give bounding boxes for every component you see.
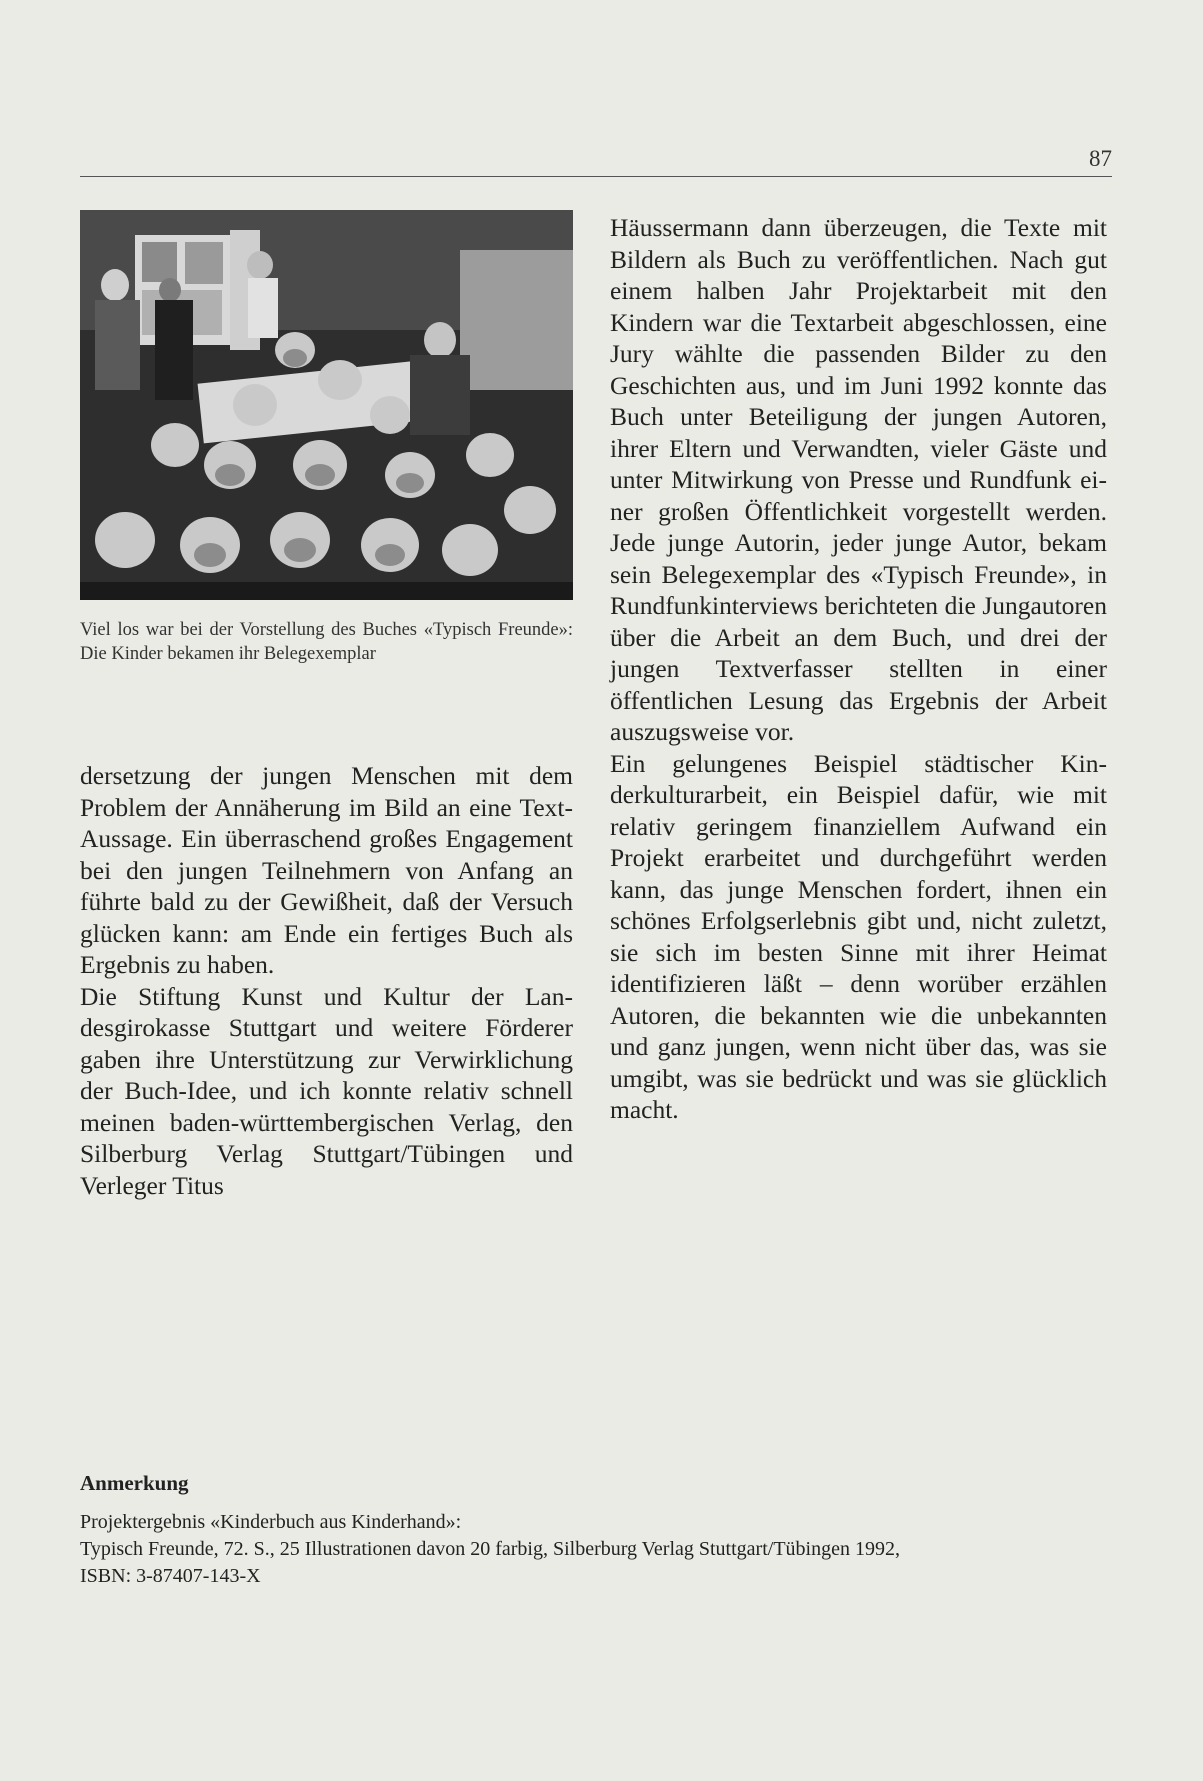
photo-caption: Viel los war bei der Vorstellung des Buches «Typisch Freunde»: Die Kinder bekamen ihr Belegexemplar: [80, 620, 573, 664]
event-photo-graphic: [80, 210, 573, 600]
notes-line: Typisch Freunde, 72. S., 25 Illustrationen davon 20 farbig, Silberburg Verlag Stuttgart/Tübingen 1992,: [80, 1538, 900, 1560]
notes-section: [80, 1470, 1120, 1590]
notes-line: ISBN: 3-87407-143-X: [80, 1565, 261, 1587]
page-number: 87: [1089, 146, 1112, 171]
header-rule: [80, 176, 1112, 177]
event-photo: [80, 210, 573, 600]
left-paragraph: dersetzung der jungen Menschen mit dem Problem der Annäherung im Bild an eine Text-Aussage. Ein überraschend großes Engagement bei den jungen Teilnehmern von Anfang an führte bald zu der Gewißheit, daß der Versuch glücken kann: am Ende ein fertiges Buch als Ergebnis zu haben.: [80, 761, 573, 979]
left-paragraph: Die Stiftung Kunst und Kultur der Landesgirokasse Stuttgart und weitere Förderer gaben ihre Unterstützung zur Verwirklichung der Buch-Idee, und ich konnte relativ schnell meinen baden-württembergischen Verlag, den Silberburg Verlag Stuttgart/Tübingen und Verleger Titus: [80, 981, 573, 1200]
left-column: [80, 760, 573, 1201]
notes-heading: Anmerkung: [80, 1471, 189, 1495]
right-column: [610, 212, 1107, 1126]
right-paragraph: Ein gelungenes Beispiel städtischer Kinderkulturarbeit, ein Beispiel dafür, wie mit relativ geringem finanziellem Aufwand ein Projekt erarbeitet und durchgeführt werden kann, das junge Menschen fordert, ihnen ein schönes Erfolgserlebnis gibt und, nicht zuletzt, sie sich im besten Sinne mit ihrer Heimat identifizieren läßt – denn worüber erzählen Autoren, die bekannten wie die unbekannten und ganz jungen, wenn nicht über das, was sie umgibt, was sie bedrückt und was sie glücklich macht.: [610, 748, 1107, 1124]
right-paragraph: Häussermann dann überzeugen, die Texte mit Bildern als Buch zu veröffentlichen. Nach gut einem halben Jahr Projektarbeit mit den Kindern war die Textarbeit abgeschlossen, eine Jury wählte die passenden Bilder zu den Geschichten aus, und im Juni 1992 konnte das Buch unter Beteiligung der jungen Autoren, ihrer Eltern und Verwandten, vieler Gäste und unter Mitwirkung von Presse und Rundfunk einer großen Öffentlichkeit vorgestellt werden. Jede junge Autorin, jeder junge Autor, bekam sein Belegexemplar des «Typisch Freunde», in Rundfunkinterviews berichteten die Jungautoren über die Arbeit an dem Buch, und drei der jungen Textverfasser stellten in einer öffentlichen Lesung das Ergebnis der Arbeit auszugsweise vor.: [610, 213, 1107, 746]
notes-line: Projektergebnis «Kinderbuch aus Kinderhand»:: [80, 1511, 462, 1533]
